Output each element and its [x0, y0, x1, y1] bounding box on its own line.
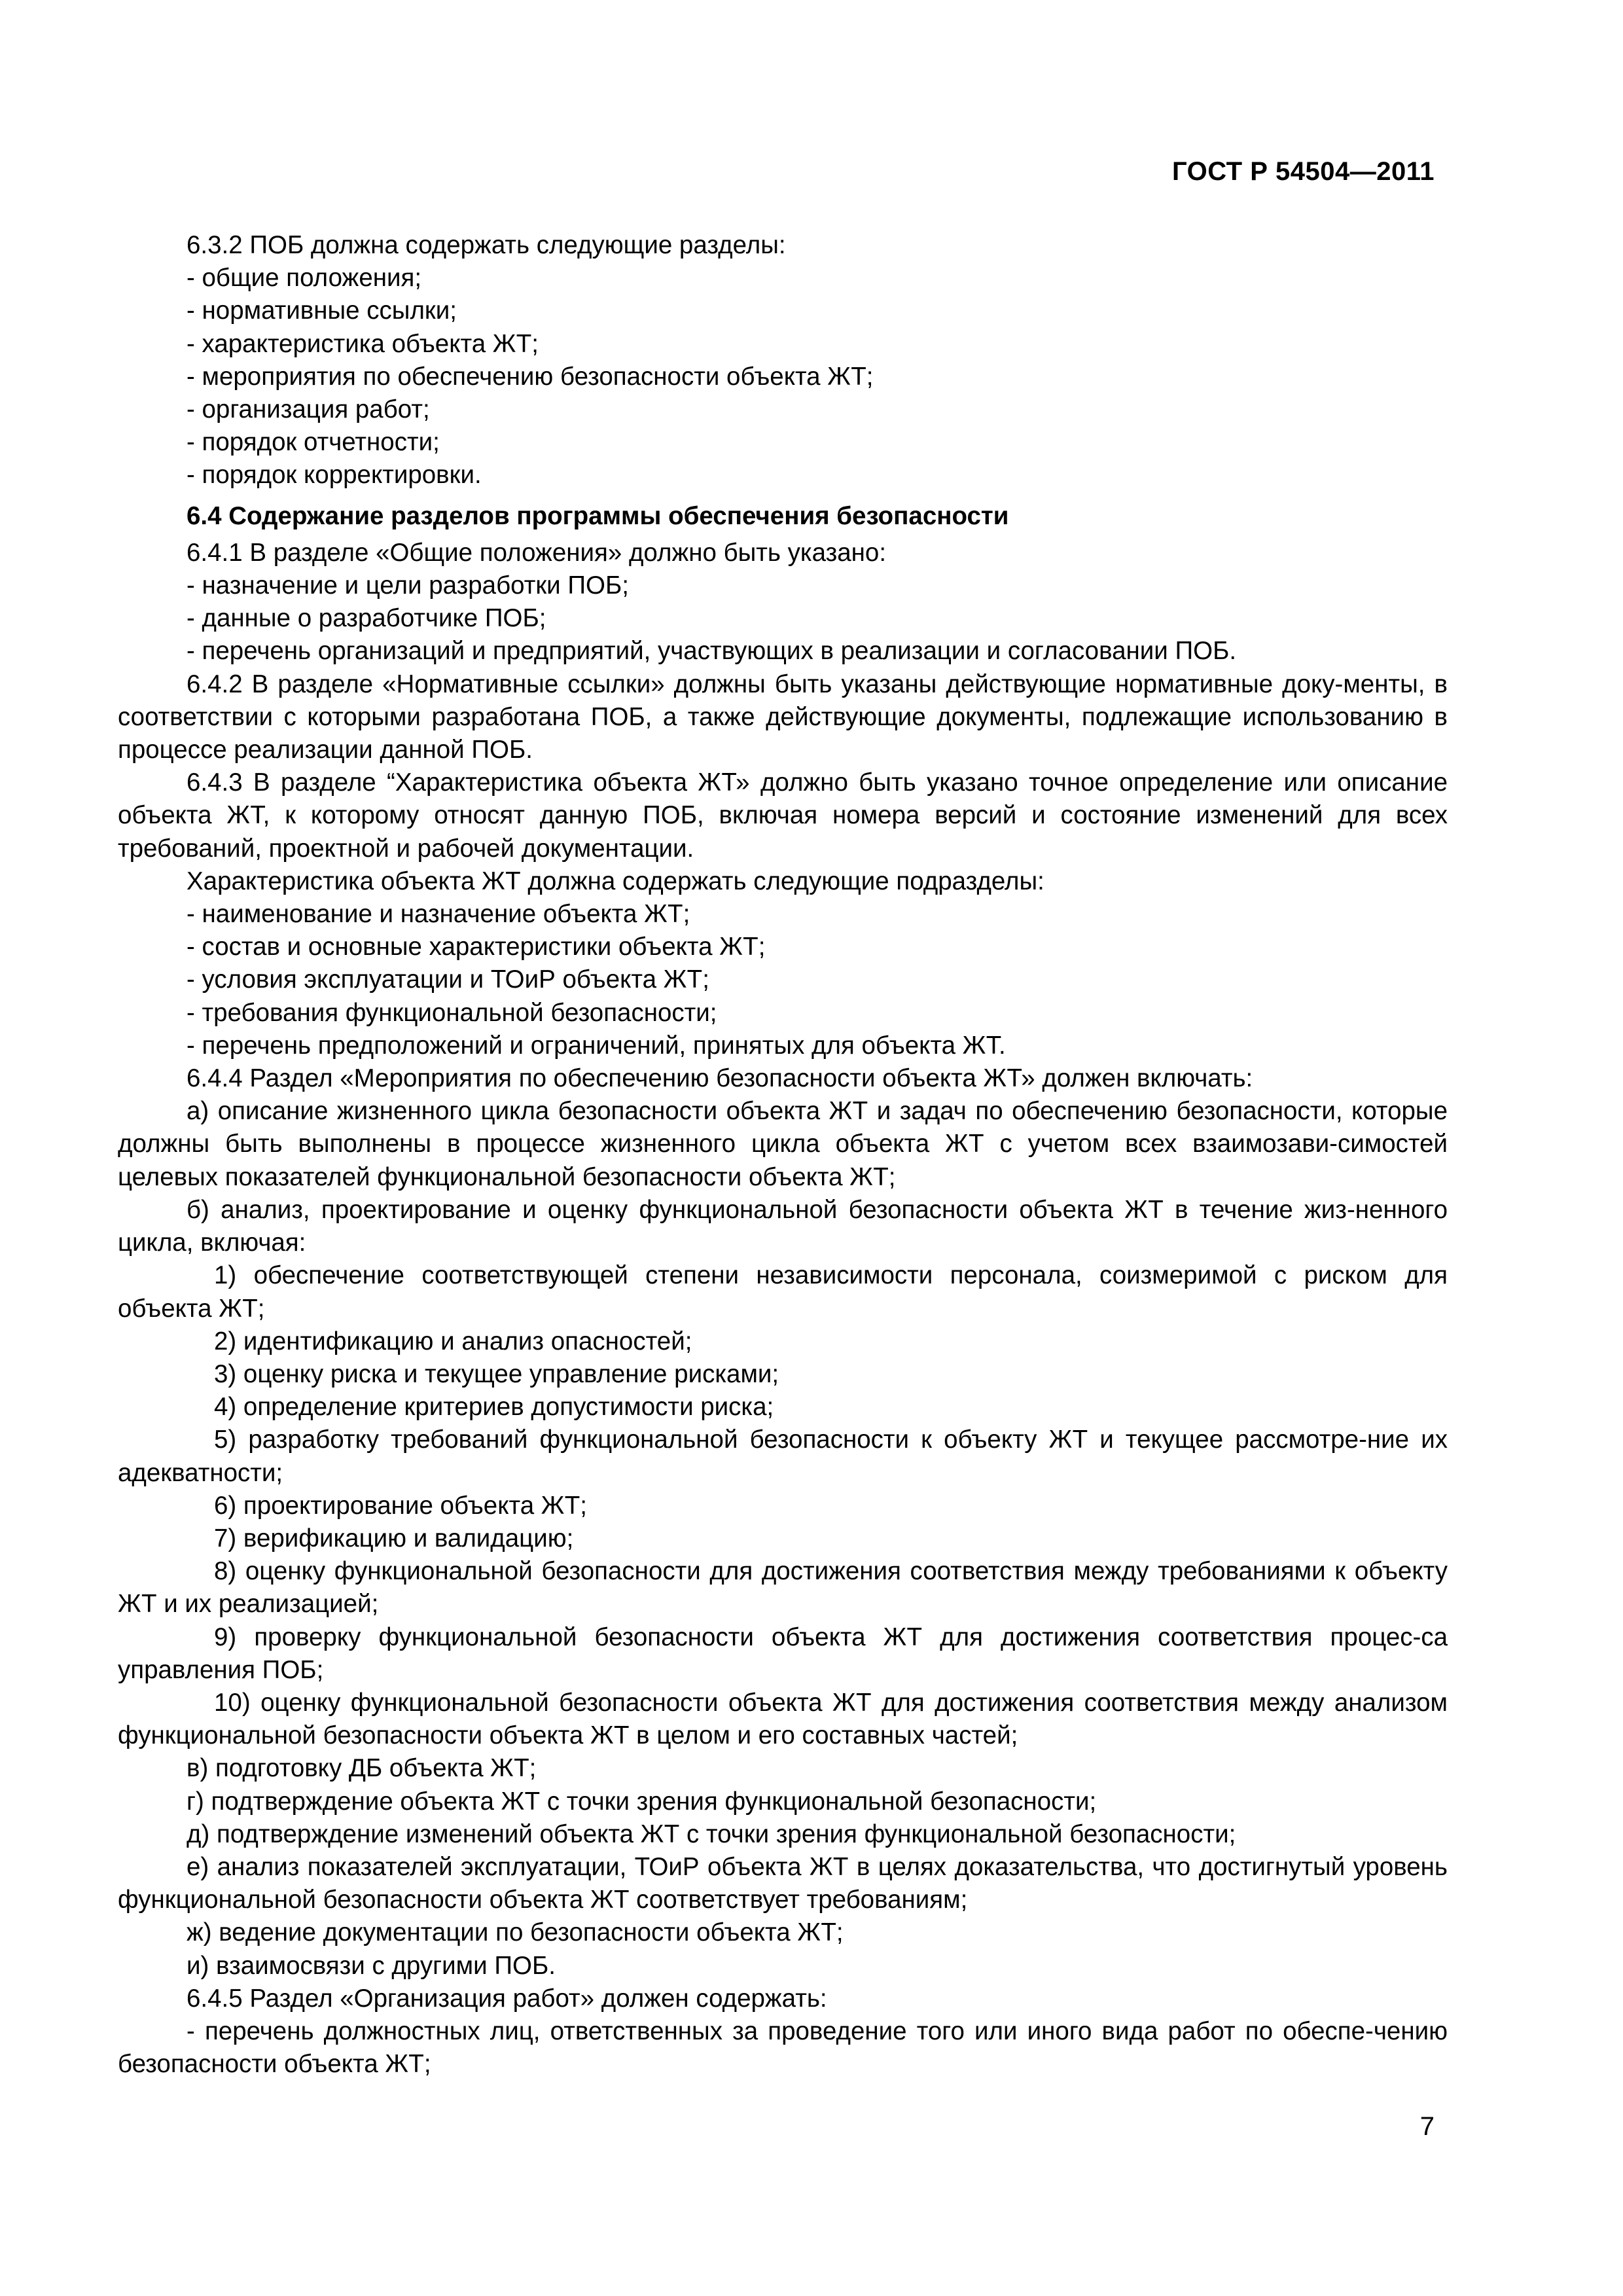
clause-6-4-5: 6.4.5 Раздел «Организация работ» должен содержать: [187, 1984, 827, 2013]
subitem-5: 5) разработку требований функциональной безопасности к объекту ЖТ и текущее рассмотре-ние их адекватности; [118, 1426, 1448, 1487]
list-item: - перечень должностных лиц, ответственных за проведение того или иного вида работ по обеспе-чению безопасности объекта ЖТ; [118, 2017, 1448, 2079]
clause-6-4-1: 6.4.1 В разделе «Общие положения» должно быть указано: [187, 538, 887, 567]
list-item: - перечень предположений и ограничений, принятых для объекта ЖТ. [187, 1031, 1006, 1060]
item-g: г) подтверждение объекта ЖТ с точки зрения функциональной безопасности; [187, 1787, 1097, 1816]
list-item: - нормативные ссылки; [187, 296, 457, 325]
item-a: а) описание жизненного цикла безопасности объекта ЖТ и задач по обеспечению безопасности, которые должны быть выполнены в процессе жизненного цикла объекта ЖТ с учетом всех взаимозави-симостей целевых показателей функциональной безопасности объекта ЖТ; [118, 1097, 1448, 1191]
document-code: ГОСТ Р 54504—2011 [1172, 157, 1435, 186]
subitem-4: 4) определение критериев допустимости риска; [214, 1393, 774, 1422]
clause-6-3-2: 6.3.2 ПОБ должна содержать следующие разделы: [187, 231, 786, 259]
item-zh: ж) ведение документации по безопасности объекта ЖТ; [187, 1918, 844, 1947]
list-item: - общие положения; [187, 264, 422, 293]
list-item: - назначение и цели разработки ПОБ; [187, 571, 629, 600]
list-item: - организация работ; [187, 395, 430, 424]
subitem-7: 7) верификацию и валидацию; [214, 1524, 574, 1552]
subitem-2: 2) идентификацию и анализ опасностей; [214, 1327, 692, 1355]
page-number: 7 [1419, 2112, 1435, 2141]
list-item: - порядок отчетности; [187, 428, 440, 457]
subitem-3: 3) оценку риска и текущее управление рисками; [214, 1359, 779, 1388]
list-item: - условия эксплуатации и ТОиР объекта ЖТ; [187, 965, 709, 994]
subitem-1: 1) обеспечение соответствующей степени независимости персонала, соизмеримой с риском для объекта ЖТ; [118, 1261, 1448, 1323]
item-e: е) анализ показателей эксплуатации, ТОиР объекта ЖТ в целях доказательства, что достигнутый уровень функциональной безопасности объекта ЖТ соответствует требованиям; [118, 1852, 1448, 1914]
list-item: - порядок корректировки. [187, 461, 482, 490]
list-item: - состав и основные характеристики объекта ЖТ; [187, 933, 766, 961]
subitem-9: 9) проверку функциональной безопасности объекта ЖТ для достижения соответствия процес-са управления ПОБ; [118, 1623, 1448, 1684]
list-item: - наименование и назначение объекта ЖТ; [187, 900, 690, 929]
item-i: и) взаимосвязи с другими ПОБ. [187, 1951, 556, 1980]
clause-6-4-3-subsections: Характеристика объекта ЖТ должна содержать следующие подразделы: [187, 867, 1044, 895]
list-item: - данные о разработчике ПОБ; [187, 604, 546, 633]
clause-6-4-4: 6.4.4 Раздел «Мероприятия по обеспечению безопасности объекта ЖТ» должен включать: [187, 1064, 1253, 1093]
subitem-8: 8) оценку функциональной безопасности для достижения соответствия между требованиями к объекту ЖТ и их реализацией; [118, 1557, 1448, 1619]
subitem-10: 10) оценку функциональной безопасности объекта ЖТ для достижения соответствия между анализом функциональной безопасности объекта ЖТ в целом и его составных частей; [118, 1688, 1448, 1750]
document-body [118, 229, 1448, 2081]
item-d: д) подтверждение изменений объекта ЖТ с точки зрения функциональной безопасности; [187, 1820, 1236, 1848]
list-item: - требования функциональной безопасности; [187, 998, 717, 1027]
list-item: - перечень организаций и предприятий, участвующих в реализации и согласовании ПОБ. [187, 637, 1237, 666]
clause-6-4-2: 6.4.2 В разделе «Нормативные ссылки» должны быть указаны действующие нормативные доку-менты, в соответствии с которыми разработана ПОБ, а также действующие документы, подлежащие использованию в процессе реализации данной ПОБ. [118, 670, 1448, 764]
item-v: в) подготовку ДБ объекта ЖТ; [187, 1754, 537, 1783]
subitem-6: 6) проектирование объекта ЖТ; [214, 1491, 587, 1520]
list-item: - мероприятия по обеспечению безопасности объекта ЖТ; [187, 362, 874, 391]
item-b: б) анализ, проектирование и оценку функциональной безопасности объекта ЖТ в течение жиз-ненного цикла, включая: [118, 1195, 1448, 1257]
list-item: - характеристика объекта ЖТ; [187, 329, 539, 358]
section-heading-6-4: 6.4 Содержание разделов программы обеспечения безопасности [187, 501, 1009, 530]
clause-6-4-3: 6.4.3 В разделе “Характеристика объекта ЖТ» должно быть указано точное определение или описание объекта ЖТ, к которому относят данную ПОБ, включая номера версий и состояние изменений для всех требований, проектной и рабочей документации. [118, 768, 1448, 863]
